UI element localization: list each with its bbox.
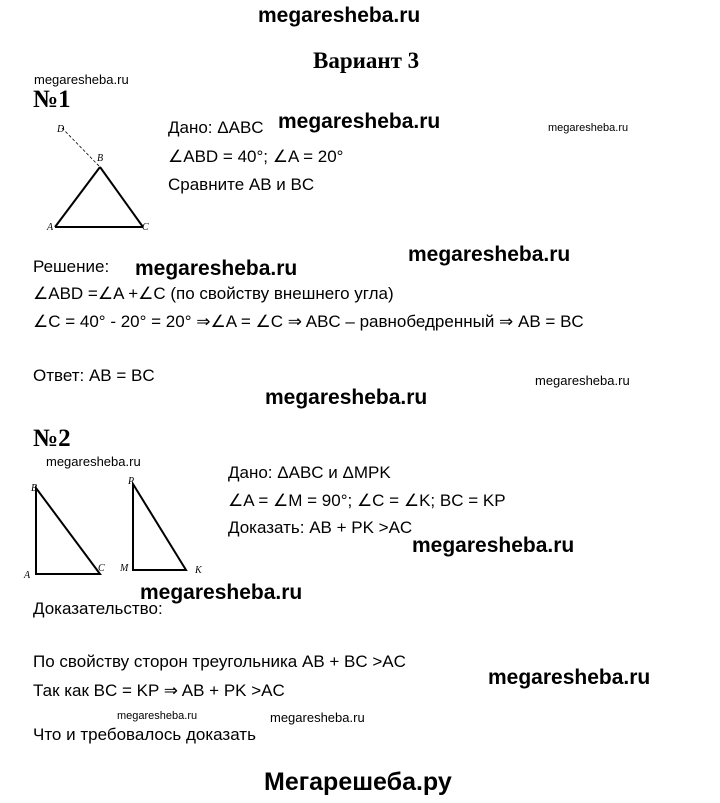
variant-title: Вариант 3 <box>313 48 420 73</box>
task1-solution-label: Решение: <box>33 257 110 276</box>
task2-condition: ∠A = ∠M = 90°; ∠C = ∠K; BC = KP <box>228 491 506 510</box>
label-a: A <box>47 222 54 233</box>
task1-question: Сравните AB и BC <box>168 175 315 194</box>
watermark: megaresheba.ru <box>535 373 630 388</box>
label-c: C <box>98 563 105 574</box>
extension-line-bd <box>62 128 100 167</box>
task1-condition: ∠ABD = 40°; ∠A = 20° <box>168 147 344 166</box>
label-d: D <box>57 124 65 135</box>
watermark: megaresheba.ru <box>548 122 629 134</box>
label-k: K <box>195 565 202 576</box>
triangle-abc <box>36 488 100 574</box>
label-c: C <box>142 222 149 233</box>
watermark: megaresheba.ru <box>46 454 141 469</box>
task1-given: Дано: ΔABC <box>168 118 264 137</box>
header-site: megaresheba.ru <box>258 4 421 27</box>
watermark: megaresheba.ru <box>488 666 651 689</box>
task1-solution-line1: ∠ABD =∠A +∠C (по свойству внешнего угла) <box>33 284 394 303</box>
watermark: megaresheba.ru <box>408 243 571 266</box>
watermark: megaresheba.ru <box>117 710 198 722</box>
task1-solution-line2: ∠C = 40° - 20° = 20° ⇒∠A = ∠C ⇒ ABC – равнобедренный ⇒ AB = BC <box>33 312 584 331</box>
side-bc <box>100 167 143 227</box>
watermark: megaresheba.ru <box>34 72 129 87</box>
task2-given: Дано: ΔABC и ΔMPK <box>228 463 391 482</box>
footer-brand: Мегарешеба.ру <box>264 768 452 796</box>
triangle-mpk <box>133 484 186 570</box>
label-m: M <box>120 563 129 574</box>
watermark: megaresheba.ru <box>140 581 303 604</box>
side-ab <box>55 167 100 227</box>
watermark: megaresheba.ru <box>412 534 575 557</box>
label-b: B <box>31 483 38 494</box>
task2-prove: Доказать: AB + PK >AC <box>228 518 413 537</box>
task2-proof-line1: По свойству сторон треугольника AB + BC >AC <box>33 652 406 671</box>
task1-answer: Ответ: AB = BC <box>33 366 155 385</box>
task2-proof-label: Доказательство: <box>33 599 163 618</box>
task1-triangle-figure <box>40 118 170 233</box>
watermark: megaresheba.ru <box>270 710 365 725</box>
task2-proof-line2: Так как BC = KP ⇒ AB + PK >AC <box>33 681 285 700</box>
label-a: A <box>24 570 31 581</box>
task2-triangles-figure <box>22 472 217 584</box>
watermark: megaresheba.ru <box>135 257 298 280</box>
watermark: megaresheba.ru <box>265 386 428 409</box>
label-p: P <box>128 476 135 487</box>
task2-conclusion: Что и требовалось доказать <box>33 725 256 744</box>
label-b: B <box>97 153 104 164</box>
task1-number: №1 <box>33 86 71 113</box>
watermark: megaresheba.ru <box>278 110 441 133</box>
task2-number: №2 <box>33 425 71 452</box>
